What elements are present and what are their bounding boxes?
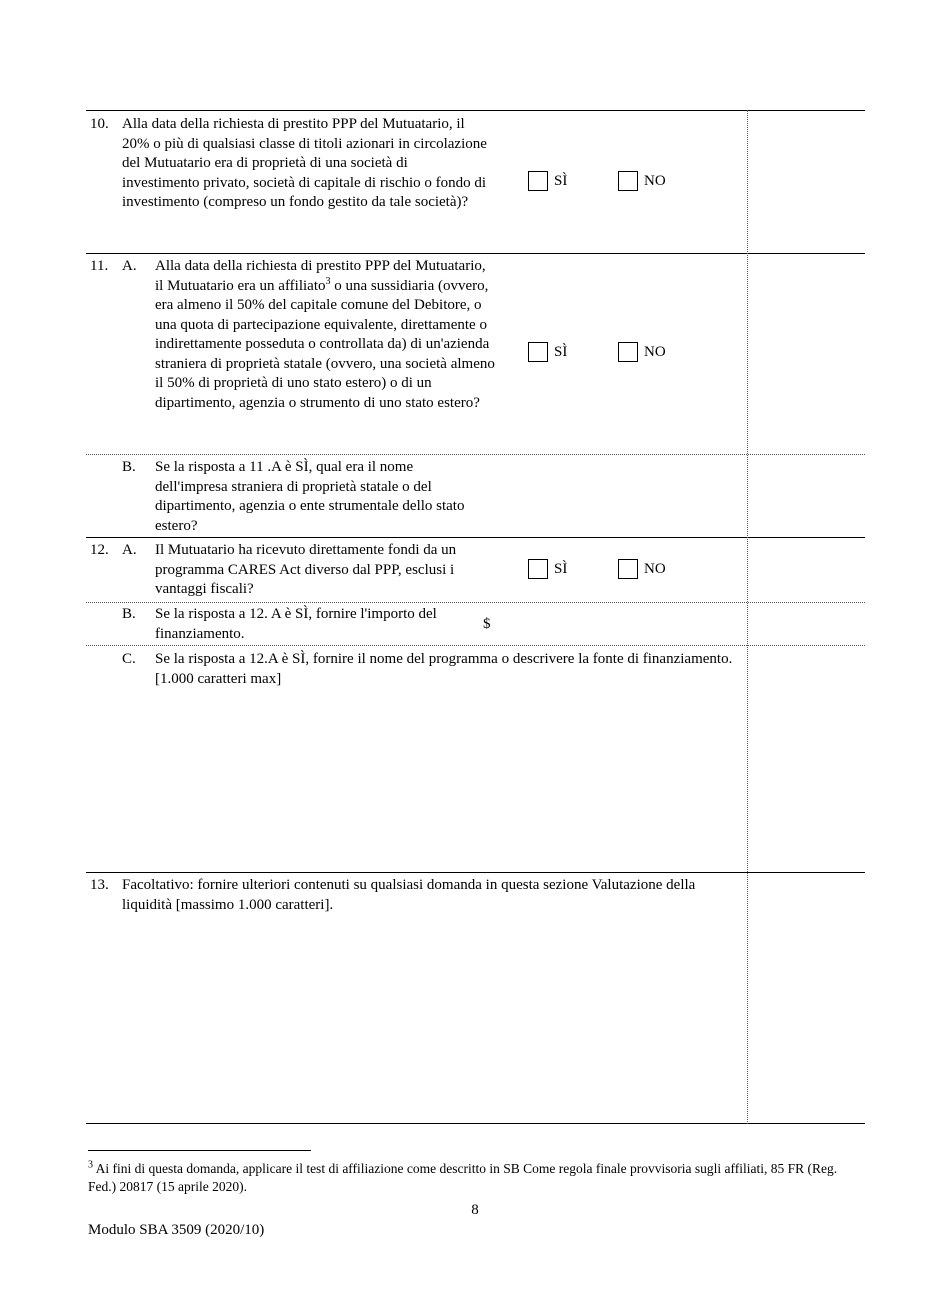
q12b-currency-symbol: $	[483, 616, 491, 632]
q11a-no-label: NO	[644, 344, 666, 360]
row-divider-q12a	[86, 602, 865, 603]
table-top-border	[86, 110, 865, 111]
q12b-amount-field[interactable]	[500, 606, 740, 640]
q10-text: Alla data della richiesta di prestito PPP del Mutuatario, il 20% o più di qualsiasi classe di titoli azionari in circolazione del Mutuatario era di proprietà di una società di investimento privato, società di capitale di rischio o fondo di investimento (compreso un fondo gestito da tale società)?	[122, 116, 487, 210]
form-id: Modulo SBA 3509 (2020/10)	[88, 1222, 265, 1238]
row-divider-q11b	[86, 537, 865, 538]
q13-number: 13.	[90, 877, 109, 893]
q10-yes-checkbox[interactable]	[528, 171, 548, 191]
q13-text-area[interactable]	[122, 918, 740, 1118]
page-number: 8	[471, 1202, 479, 1218]
q12b-letter: B.	[122, 606, 136, 622]
q11a-letter: A.	[122, 258, 137, 274]
q12a-yes-checkbox[interactable]	[528, 559, 548, 579]
q10-number: 10.	[90, 116, 109, 132]
q12a-no-checkbox[interactable]	[618, 559, 638, 579]
q12a-yes-label: SÌ	[554, 561, 568, 577]
q12c-text: Se la risposta a 12.A è SÌ, fornire il nome del programma o descrivere la fonte di finanziamento. [1.000 caratteri max]	[155, 651, 733, 687]
footnote-marker: 3	[88, 1159, 93, 1171]
footnote-ref-3: 3	[325, 275, 331, 287]
q11b-letter: B.	[122, 459, 136, 475]
q12a-text: Il Mutuatario ha ricevuto direttamente fondi da un programma CARES Act diverso dal PPP, esclusi i vantaggi fiscali?	[155, 542, 457, 597]
table-bottom-border	[86, 1123, 865, 1124]
q10-no-label: NO	[644, 173, 666, 189]
q11a-yes-label: SÌ	[554, 344, 568, 360]
q11-number: 11.	[90, 258, 109, 274]
q12c-letter: C.	[122, 651, 136, 667]
q12b-text: Se la risposta a 12. A è SÌ, fornire l'importo del finanziamento.	[155, 606, 437, 642]
row-divider-q12c	[86, 872, 865, 873]
footnote-text: Ai fini di questa domanda, applicare il test di affiliazione come descritto in SB Come regola finale provvisoria sugli affiliati, 85 FR (Reg. Fed.) 20817 (15 aprile 2020).	[88, 1161, 838, 1194]
q12c-text-area[interactable]	[155, 692, 740, 867]
row-divider-q12b	[86, 645, 865, 646]
row-divider-q11a	[86, 454, 865, 455]
answer-column-divider	[747, 110, 748, 1124]
q11a-text: Alla data della richiesta di prestito PPP del Mutuatario, il Mutuatario era un affiliato$^3$ o una sussidiaria (ovvero, era almeno il 50% del capitale comune del Debitore, o una quota di partecipazione equivalente, direttamente o indirettamente posseduta o controllata da) di un'azienda straniera di proprietà statale (ovvero, una società almeno il 50% di proprietà di uno stato estero) o di un dipartimento, agenzia o strumento di uno stato estero?	[155, 258, 495, 411]
row-divider-q10	[86, 253, 865, 254]
footnote	[88, 1160, 858, 1196]
footnote-separator	[88, 1150, 311, 1151]
q10-no-checkbox[interactable]	[618, 171, 638, 191]
q11a-yes-checkbox[interactable]	[528, 342, 548, 362]
q10-yes-label: SÌ	[554, 173, 568, 189]
q12a-letter: A.	[122, 542, 137, 558]
q12-number: 12.	[90, 542, 109, 558]
q11a-no-checkbox[interactable]	[618, 342, 638, 362]
q12a-no-label: NO	[644, 561, 666, 577]
q11b-text: Se la risposta a 11 .A è SÌ, qual era il nome dell'impresa straniera di proprietà statale o del dipartimento, agenzia o ente strumentale dello stato estero?	[155, 459, 465, 534]
q13-text: Facoltativo: fornire ulteriori contenuti su qualsiasi domanda in questa sezione Valutazione della liquidità [massimo 1.000 caratteri].	[122, 877, 696, 913]
